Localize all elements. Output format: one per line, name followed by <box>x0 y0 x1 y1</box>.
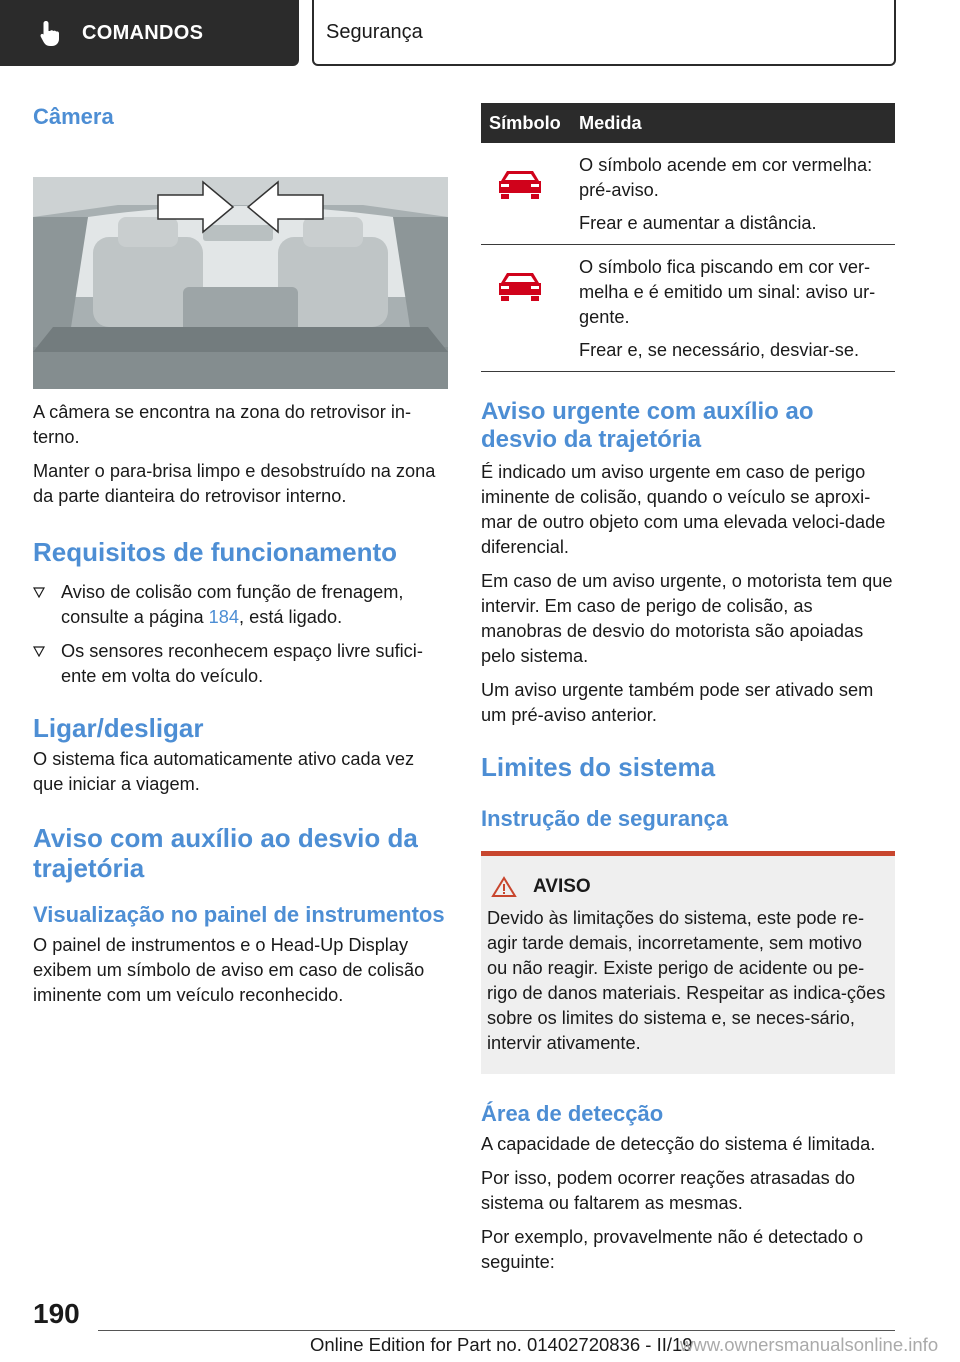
measure-text-2b: Frear e, se necessário, desviar-se. <box>579 340 859 360</box>
left-column <box>33 100 448 1017</box>
warning-title <box>487 876 887 898</box>
list-item <box>33 639 448 689</box>
warning-label: AVISO <box>533 876 591 897</box>
display-paragraph: O painel de instrumentos e o Head-Up Display exibem um símbolo de aviso em caso de colisão iminente com um veículo reconhecido. <box>33 935 425 1005</box>
urgent-paragraph-1: É indicado um aviso urgente em caso de perigo iminente de colisão, quando o veículo se aproxi-mar de outro objeto com uma elevada veloci-dade diferencial. <box>481 462 886 557</box>
requirement-text-1: Aviso de colisão com função de frenagem, consulte a página <box>61 582 404 627</box>
section-title: Segurança <box>326 20 423 43</box>
footer-divider <box>98 1330 895 1331</box>
column-header-measure: Medida <box>579 103 895 143</box>
urgent-warning-heading: Aviso urgente com auxílio ao desvio da trajetória <box>481 398 814 453</box>
symbol-cell <box>481 143 579 245</box>
right-column <box>481 100 895 1284</box>
requirements-heading: Requisitos de funcionamento <box>33 537 398 567</box>
warning-text: Devido às limitações do sistema, este pode re-agir tarde demais, incorretamente, sem motivo ou não reagir. Existe perigo de acidente ou pe-rigo de danos materiais. Respeitar as indica-ções sobre os limites do sistema e, se neces-sário, intervir ativamente. <box>487 908 886 1053</box>
detection-paragraph-1: A capacidade de detecção do sistema é limitada. <box>481 1134 876 1154</box>
car-warning-icon <box>495 167 545 201</box>
display-heading: Visualização no painel de instrumentos <box>33 902 445 927</box>
onoff-paragraph: O sistema fica automaticamente ativo cada vez que iniciar a viagem. <box>33 749 415 794</box>
page-number: 190 <box>33 1298 80 1329</box>
warning-triangle-icon <box>491 876 517 898</box>
page-header <box>0 0 960 66</box>
chapter-tab <box>0 0 299 66</box>
page-reference-link[interactable]: 184 <box>208 607 239 627</box>
table-header-row <box>481 103 895 143</box>
triangle-bullet-icon <box>33 646 45 657</box>
camera-heading: Câmera <box>33 104 114 129</box>
camera-paragraph-1: A câmera se encontra na zona do retrovisor in-terno. <box>33 402 412 447</box>
triangle-bullet-icon <box>33 587 45 598</box>
detection-area-heading: Área de detecção <box>481 1101 664 1126</box>
measure-cell <box>579 245 895 372</box>
measure-cell <box>579 143 895 245</box>
list-item <box>33 580 448 630</box>
table-row <box>481 245 895 372</box>
onoff-heading: Ligar/desligar <box>33 713 204 743</box>
warning-box <box>481 851 895 1074</box>
requirement-text-1-end: , está ligado. <box>239 607 343 627</box>
limits-heading: Limites do sistema <box>481 752 716 782</box>
measure-text-1b: Frear e aumentar a distância. <box>579 213 817 233</box>
safety-heading: Instrução de segurança <box>481 806 728 831</box>
measure-text-1a: O símbolo acende em cor vermelha: pré-aviso. <box>579 155 873 200</box>
camera-paragraph-2: Manter o para-brisa limpo e desobstruído na zona da parte dianteira do retrovisor interno. <box>33 461 436 506</box>
requirement-text-2: Os sensores reconhecem espaço livre sufici-ente em volta do veículo. <box>61 641 423 686</box>
detection-paragraph-3: Por exemplo, provavelmente não é detectado o seguinte: <box>481 1227 864 1272</box>
symbol-table <box>481 103 895 372</box>
car-interior-illustration <box>33 177 448 389</box>
table-row <box>481 143 895 245</box>
column-header-symbol: Símbolo <box>481 103 579 143</box>
requirements-list <box>33 580 448 689</box>
urgent-paragraph-2: Em caso de um aviso urgente, o motorista tem que intervir. Em caso de perigo de colisão, as manobras de desvio do motorista são apoiadas pelo sistema. <box>481 571 893 666</box>
edition-text: Online Edition for Part no. 01402720836 - II/19 <box>310 1334 693 1355</box>
symbol-cell <box>481 245 579 372</box>
section-tab <box>312 0 896 66</box>
detection-paragraph-2: Por isso, podem ocorrer reações atrasadas do sistema ou faltarem as mesmas. <box>481 1168 856 1213</box>
evasion-heading: Aviso com auxílio ao desvio da trajetória <box>33 823 418 883</box>
watermark: www.ownersmanualsonline.info <box>680 1334 939 1355</box>
chapter-title: COMANDOS <box>82 21 204 44</box>
urgent-paragraph-3: Um aviso urgente também pode ser ativado sem um pré-aviso anterior. <box>481 680 874 725</box>
hand-pointer-icon <box>36 18 66 48</box>
measure-text-2a: O símbolo fica piscando em cor ver-melha e é emitido um sinal: aviso ur-gente. <box>579 257 876 327</box>
camera-location-image <box>33 177 448 389</box>
car-warning-flashing-icon <box>495 269 545 303</box>
